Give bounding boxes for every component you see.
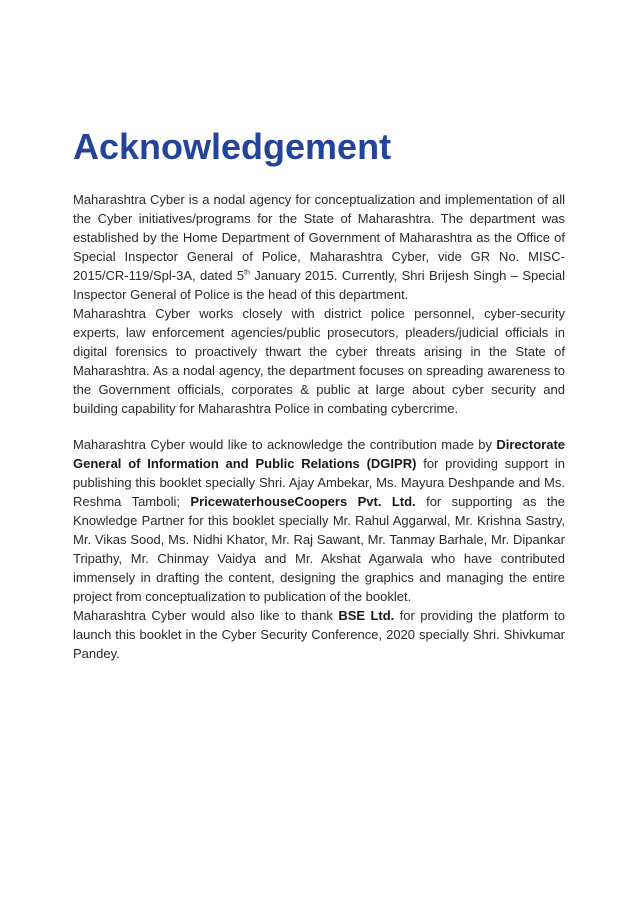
paragraph-text: Maharashtra Cyber is a nodal agency for conceptualization and implementation of all the Cyber initiatives/programs for the State of Maharashtra. The department was established by the Home Department of Government of Maharashtra as the Office of Special Inspector General of Police, Maharashtra Cyber, vide GR No. MISC-2015/CR-119/Spl-3A, dated 5	[73, 192, 565, 283]
paragraph-acknowledgement	[73, 435, 565, 606]
paragraph-text: Maharashtra Cyber would also like to thank	[73, 608, 339, 623]
paragraph-text: for providing the platform to launch this booklet in the Cyber Security Conference, 2020 specially Shri. Shivkumar Pandey.	[73, 608, 566, 661]
paragraph-text: for supporting as the Knowledge Partner for this booklet specially Mr. Rahul Aggarwal, Mr. Krishna Sastry, Mr. Vikas Sood, Ms. Nidhi Khator, Mr. Raj Sawant, Mr. Tanmay Barhale, Mr. Dipankar Tripathy, Mr. Chinmay Vaidya and Mr. Akshat Agarwala who have contributed immensely in drafting the content, designing the graphics and managing the entire project from conceptualization to publication of the booklet.	[73, 494, 565, 604]
paragraph-agency-work: Maharashtra Cyber works closely with district police personnel, cyber-security experts, law enforcement agencies/public prosecutors, pleaders/judicial officials in digital forensics to proactively thwart the cyber threats arising in the State of Maharashtra. As a nodal agency, the department focuses on spreading awareness to the Government officials, corporates & public at large about cyber security and building capability for Maharashtra Police in combating cybercrime.	[73, 306, 565, 416]
paragraph-text: for providing support in publishing this booklet specially Shri. Ajay Ambekar, Ms. Mayura Deshpande and Ms. Reshma Tamboli;	[73, 456, 565, 509]
superscript-ordinal: th	[244, 269, 250, 277]
organization-name: BSE Ltd.	[338, 608, 395, 623]
paragraph-thanks	[73, 606, 565, 663]
page-title: Acknowledgement	[73, 126, 392, 167]
document-body	[73, 190, 565, 663]
paragraph-agency-intro	[73, 190, 565, 304]
paragraph-text: January 2015. Currently, Shri Brijesh Singh – Special Inspector General of Police is the head of this department.	[73, 268, 566, 302]
paragraph-text: Maharashtra Cyber would like to acknowledge the contribution made by	[73, 437, 497, 452]
organization-name: PricewaterhouseCoopers Pvt. Ltd.	[190, 494, 416, 509]
organization-name: Directorate General of Information and Public Relations (DGIPR)	[73, 437, 565, 471]
